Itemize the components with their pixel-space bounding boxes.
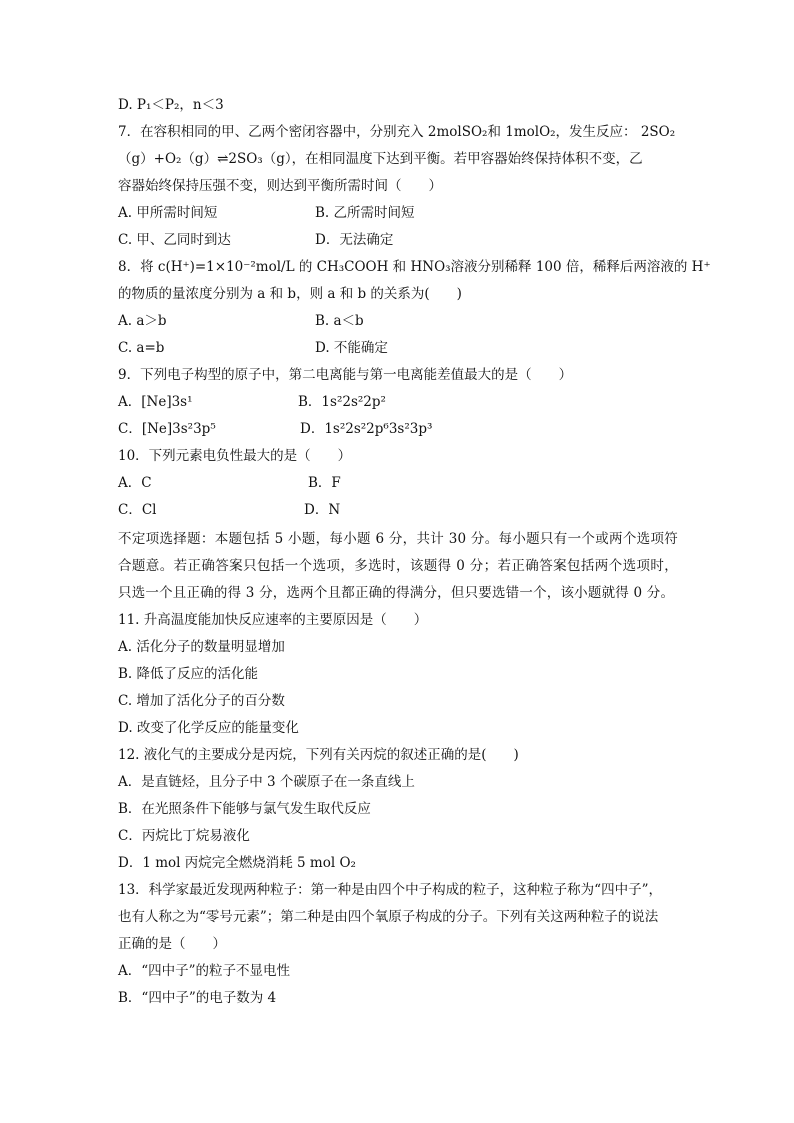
question-13 <box>118 877 678 1012</box>
question-9-option-d: D．1s²2s²2p⁶3s²3p³ <box>300 421 433 437</box>
question-10 <box>118 443 678 524</box>
question-9-options-cd <box>118 416 678 443</box>
question-10-text-1: 10．下列元素电负性最大的是（ ） <box>118 448 352 464</box>
page-content <box>118 92 711 1012</box>
question-7 <box>118 119 678 254</box>
question-11-option-b: B. 降低了反应的活化能 <box>118 666 259 682</box>
question-11-option-d: D. 改变了化学反应的能量变化 <box>118 720 299 736</box>
question-11 <box>118 607 678 742</box>
question-8-options-cd <box>118 335 678 362</box>
question-7-option-a: A. 甲所需时间短 <box>118 205 218 221</box>
question-8-text-2: 的物质的量浓度分别为 a 和 b，则 a 和 b 的关系为( ) <box>118 286 462 302</box>
question-7-option-d: D．无法确定 <box>315 232 394 248</box>
question-9-option-b: B．1s²2s²2p² <box>298 394 386 410</box>
question-7-options-ab <box>118 200 678 227</box>
question-8-option-c: C. a=b <box>118 340 165 356</box>
question-12-text-1: 12. 液化气的主要成分是丙烷，下列有关丙烷的叙述正确的是( ) <box>118 747 519 763</box>
question-7-text-2: （g）+O₂（g）⇌2SO₃（g），在相同温度下达到平衡。若甲容器始终保持体积不变，乙 <box>118 151 643 167</box>
question-8-option-a: A. a＞b <box>118 313 167 329</box>
question-8-options-ab <box>118 308 678 335</box>
question-13-text-2: 也有人称之为“零号元素”；第二种是由四个氧原子构成的分子。下列有关这两种粒子的说法 <box>118 909 659 925</box>
question-9-text-1: 9．下列电子构型的原子中，第二电离能与第一电离能差值最大的是（ ） <box>118 367 573 383</box>
section-instructions: 不定项选择题：本题包括 5 小题，每小题 6 分，共计 30 分。每小题只有一个或两个选项符合题意。若正确答案只包括一个选项，多选时，该题得 0 分；若正确答案包括两个选项时，只选一个且正确的得 3 分，选两个且都正确的得满分，但只要选错一个，该小题就得 0 分。 <box>118 531 678 601</box>
question-9-options-ab <box>118 389 678 416</box>
question-10-options-cd <box>118 497 678 524</box>
question-8-text-1: 8．将 c(H⁺)=1×10⁻²mol/L 的 CH₃COOH 和 HNO₃溶液分别稀释 100 倍，稀释后两溶液的 H⁺ <box>118 259 711 275</box>
question-12 <box>118 742 678 877</box>
previous-option-d: D. P₁＜P₂，n＜3 <box>118 97 224 113</box>
question-9-option-a: A．[Ne]3s¹ <box>118 394 193 410</box>
question-12-option-a: A．是直链烃，且分子中 3 个碳原子在一条直线上 <box>118 774 415 790</box>
question-7-option-b: B. 乙所需时间短 <box>315 205 415 221</box>
question-13-option-b: B．“四中子”的电子数为 4 <box>118 990 277 1006</box>
question-11-option-a: A. 活化分子的数量明显增加 <box>118 639 285 655</box>
question-10-option-d: D．N <box>304 502 341 518</box>
question-7-options-cd <box>118 227 678 254</box>
question-10-options-ab <box>118 470 678 497</box>
question-13-text-1: 13．科学家最近发现两种粒子：第一种是由四个中子构成的粒子，这种粒子称为“四中子”， <box>118 882 662 898</box>
question-9 <box>118 362 678 443</box>
question-11-text-1: 11. 升高温度能加快反应速率的主要原因是（ ） <box>118 612 428 628</box>
question-13-option-a: A．“四中子”的粒子不显电性 <box>118 963 291 979</box>
question-12-option-d: D．1 mol 丙烷完全燃烧消耗 5 mol O₂ <box>118 855 356 871</box>
question-10-option-c: C．Cl <box>118 502 157 518</box>
question-7-text-1: 7．在容积相同的甲、乙两个密闭容器中，分别充入 2molSO₂和 1molO₂，发生反应： 2SO₂ <box>118 124 676 140</box>
question-8-option-d: D. 不能确定 <box>315 340 388 356</box>
question-11-option-c: C. 增加了活化分子的百分数 <box>118 693 285 709</box>
question-9-option-c: C．[Ne]3s²3p⁵ <box>118 421 216 437</box>
question-12-option-c: C．丙烷比丁烷易液化 <box>118 828 250 844</box>
question-7-option-c: C. 甲、乙同时到达 <box>118 232 231 248</box>
question-10-option-b: B．F <box>308 475 341 491</box>
question-7-text-3: 容器始终保持压强不变，则达到平衡所需时间（ ） <box>118 178 442 194</box>
question-8-option-b: B. a＜b <box>315 313 364 329</box>
question-12-option-b: B．在光照条件下能够与氯气发生取代反应 <box>118 801 371 817</box>
question-8 <box>118 254 711 362</box>
question-10-option-a: A．C <box>118 475 152 491</box>
question-13-text-3: 正确的是（ ） <box>118 936 226 952</box>
